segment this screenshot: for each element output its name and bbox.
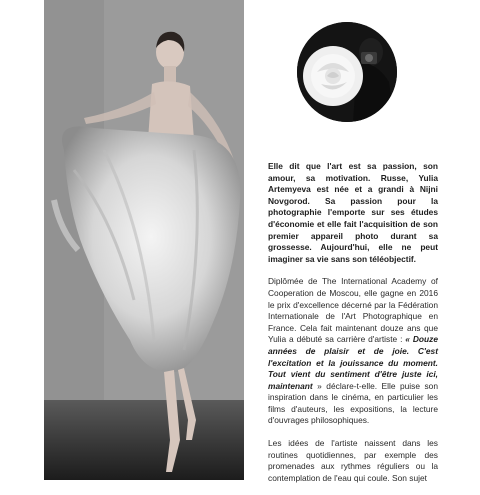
paragraph-2-intro: Diplômée de The International Academy of Cooperation de Moscou, elle gagne en 2016 le prix d'excellence décerné par la Fédération Internationale de l'Art Photographique en France. Cela fait maintenant douze ans que Yulia a débuté sa carrière d'artiste : — [268, 276, 438, 345]
ballerina-photo — [44, 0, 244, 480]
paragraph-2-end: » déclare-t-elle. Elle puise son inspiration dans le cinéma, en particulier les films d'auteurs, les expositions, la lecture d'ouvrages philosophiques. — [268, 380, 438, 426]
photographer-portrait — [297, 22, 397, 122]
body-paragraph-2 — [268, 276, 438, 427]
article-text — [268, 161, 438, 495]
lead-paragraph: Elle dit que l'art est sa passion, son amour, sa motivation. Russe, Yulia Artemyeva est née et a grandi à Nijni Novgorod. Sa passion pour la photographie l'emporte sur ses études d'économie et elle fait l'acquisition de son premier appareil photo durant sa grossesse. Aujourd'hui, elle ne peut imaginer sa vie sans son téléobjectif. — [268, 161, 438, 264]
body-paragraph-3: Les idées de l'artiste naissent dans les routines quotidiennes, par exemple des promenades aux rythmes réguliers ou la contemplation de l'eau qui coule. Son sujet — [268, 438, 438, 483]
artist-quote: « Douze années de plaisir et de joie. C'est l'excitation et la jouissance du moment. Tout vient du sentiment d'être juste ici, maintenant — [268, 334, 438, 391]
